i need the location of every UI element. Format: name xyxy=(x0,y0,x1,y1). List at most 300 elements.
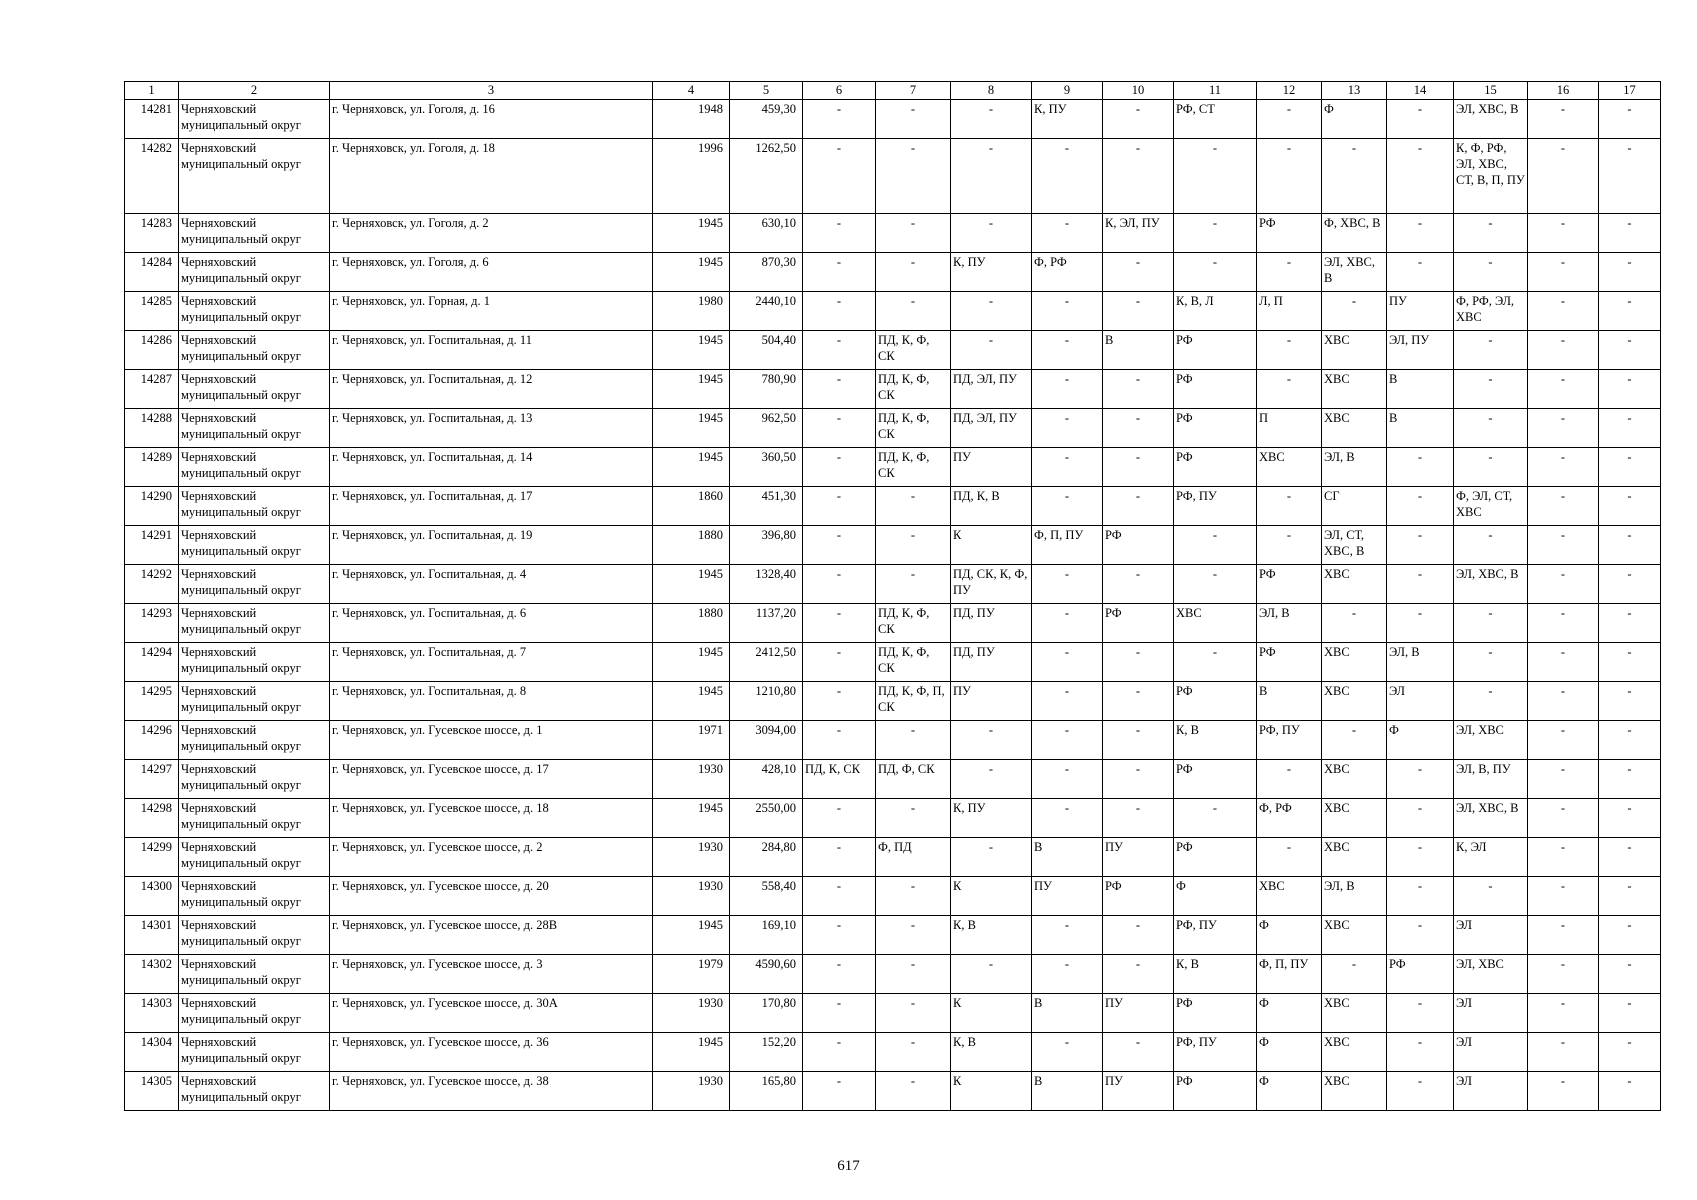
cell-col-4: 1945 xyxy=(653,916,730,955)
cell-col-10: - xyxy=(1103,1033,1174,1072)
cell-col-7: ПД, К, Ф, СК xyxy=(876,448,951,487)
cell-col-5: 780,90 xyxy=(730,370,803,409)
cell-col-7: - xyxy=(876,721,951,760)
cell-col-11: - xyxy=(1174,643,1257,682)
cell-col-17: - xyxy=(1599,100,1661,139)
cell-col-6: - xyxy=(803,643,876,682)
cell-col-1: 14291 xyxy=(125,526,179,565)
cell-col-1: 14282 xyxy=(125,139,179,214)
cell-col-14: ЭЛ xyxy=(1387,682,1454,721)
cell-col-7: - xyxy=(876,877,951,916)
cell-col-15: К, Ф, РФ, ЭЛ, ХВС, СТ, В, П, ПУ xyxy=(1454,139,1528,214)
cell-col-13: СГ xyxy=(1322,487,1387,526)
cell-col-5: 170,80 xyxy=(730,994,803,1033)
cell-col-15: - xyxy=(1454,331,1528,370)
cell-col-9: - xyxy=(1032,682,1103,721)
cell-col-15: ЭЛ xyxy=(1454,1033,1528,1072)
cell-col-4: 1930 xyxy=(653,838,730,877)
cell-col-13: ЭЛ, ХВС, В xyxy=(1322,253,1387,292)
cell-col-10: ПУ xyxy=(1103,994,1174,1033)
cell-col-16: - xyxy=(1528,1033,1599,1072)
cell-col-16: - xyxy=(1528,253,1599,292)
cell-col-8: ПД, ЭЛ, ПУ xyxy=(951,370,1032,409)
cell-col-12: В xyxy=(1257,682,1322,721)
cell-col-14: ПУ xyxy=(1387,292,1454,331)
cell-col-2: Черняховский муниципальный округ xyxy=(179,409,330,448)
table-row xyxy=(125,370,1661,409)
cell-col-16: - xyxy=(1528,682,1599,721)
cell-col-8: - xyxy=(951,760,1032,799)
cell-col-8: - xyxy=(951,292,1032,331)
cell-col-15: - xyxy=(1454,877,1528,916)
column-header-3: 3 xyxy=(330,82,653,100)
cell-col-3: г. Черняховск, ул. Гусевское шоссе, д. 38 xyxy=(330,1072,653,1111)
cell-col-16: - xyxy=(1528,448,1599,487)
cell-col-9: - xyxy=(1032,139,1103,214)
cell-col-3: г. Черняховск, ул. Госпитальная, д. 14 xyxy=(330,448,653,487)
cell-col-7: ПД, К, Ф, П, СК xyxy=(876,682,951,721)
cell-col-7: - xyxy=(876,139,951,214)
cell-col-17: - xyxy=(1599,994,1661,1033)
cell-col-3: г. Черняховск, ул. Горная, д. 1 xyxy=(330,292,653,331)
cell-col-10: - xyxy=(1103,721,1174,760)
cell-col-4: 1945 xyxy=(653,448,730,487)
cell-col-12: - xyxy=(1257,139,1322,214)
cell-col-2: Черняховский муниципальный округ xyxy=(179,139,330,214)
cell-col-10: - xyxy=(1103,487,1174,526)
cell-col-4: 1930 xyxy=(653,877,730,916)
cell-col-5: 870,30 xyxy=(730,253,803,292)
cell-col-15: - xyxy=(1454,526,1528,565)
cell-col-9: - xyxy=(1032,214,1103,253)
cell-col-10: - xyxy=(1103,370,1174,409)
cell-col-13: ХВС xyxy=(1322,565,1387,604)
cell-col-8: К, В xyxy=(951,916,1032,955)
table-row xyxy=(125,1033,1661,1072)
cell-col-12: - xyxy=(1257,253,1322,292)
cell-col-5: 2440,10 xyxy=(730,292,803,331)
cell-col-17: - xyxy=(1599,487,1661,526)
cell-col-12: Ф xyxy=(1257,1033,1322,1072)
cell-col-14: - xyxy=(1387,1072,1454,1111)
cell-col-2: Черняховский муниципальный округ xyxy=(179,292,330,331)
cell-col-14: - xyxy=(1387,877,1454,916)
cell-col-12: - xyxy=(1257,370,1322,409)
cell-col-9: - xyxy=(1032,487,1103,526)
cell-col-4: 1945 xyxy=(653,370,730,409)
cell-col-8: - xyxy=(951,955,1032,994)
cell-col-10: ПУ xyxy=(1103,838,1174,877)
cell-col-3: г. Черняховск, ул. Госпитальная, д. 13 xyxy=(330,409,653,448)
cell-col-17: - xyxy=(1599,370,1661,409)
cell-col-7: Ф, ПД xyxy=(876,838,951,877)
cell-col-7: - xyxy=(876,955,951,994)
cell-col-17: - xyxy=(1599,448,1661,487)
cell-col-13: ХВС xyxy=(1322,1072,1387,1111)
cell-col-7: ПД, К, Ф, СК xyxy=(876,643,951,682)
cell-col-12: П xyxy=(1257,409,1322,448)
cell-col-8: ПУ xyxy=(951,448,1032,487)
cell-col-14: - xyxy=(1387,100,1454,139)
cell-col-12: Ф xyxy=(1257,916,1322,955)
table-row xyxy=(125,604,1661,643)
cell-col-15: Ф, ЭЛ, СТ, ХВС xyxy=(1454,487,1528,526)
cell-col-14: - xyxy=(1387,760,1454,799)
cell-col-1: 14298 xyxy=(125,799,179,838)
cell-col-6: - xyxy=(803,487,876,526)
cell-col-14: ЭЛ, ПУ xyxy=(1387,331,1454,370)
cell-col-7: - xyxy=(876,916,951,955)
cell-col-12: Ф xyxy=(1257,994,1322,1033)
cell-col-13: ХВС xyxy=(1322,1033,1387,1072)
cell-col-9: - xyxy=(1032,448,1103,487)
cell-col-12: Ф, РФ xyxy=(1257,799,1322,838)
cell-col-10: - xyxy=(1103,253,1174,292)
header-row xyxy=(125,82,1661,100)
cell-col-1: 14281 xyxy=(125,100,179,139)
page-number: 617 xyxy=(837,1158,860,1174)
cell-col-9: ПУ xyxy=(1032,877,1103,916)
cell-col-16: - xyxy=(1528,526,1599,565)
cell-col-4: 1945 xyxy=(653,682,730,721)
cell-col-3: г. Черняховск, ул. Госпитальная, д. 8 xyxy=(330,682,653,721)
cell-col-10: РФ xyxy=(1103,526,1174,565)
cell-col-4: 1930 xyxy=(653,1072,730,1111)
cell-col-17: - xyxy=(1599,331,1661,370)
cell-col-11: К, В xyxy=(1174,955,1257,994)
cell-col-14: - xyxy=(1387,526,1454,565)
cell-col-7: - xyxy=(876,253,951,292)
cell-col-1: 14294 xyxy=(125,643,179,682)
cell-col-10: - xyxy=(1103,799,1174,838)
cell-col-6: - xyxy=(803,994,876,1033)
cell-col-6: - xyxy=(803,604,876,643)
cell-col-7: - xyxy=(876,799,951,838)
cell-col-3: г. Черняховск, ул. Госпитальная, д. 17 xyxy=(330,487,653,526)
cell-col-6: - xyxy=(803,838,876,877)
column-header-5: 5 xyxy=(730,82,803,100)
cell-col-17: - xyxy=(1599,409,1661,448)
cell-col-17: - xyxy=(1599,838,1661,877)
cell-col-15: ЭЛ, ХВС, В xyxy=(1454,799,1528,838)
column-header-7: 7 xyxy=(876,82,951,100)
cell-col-12: ЭЛ, В xyxy=(1257,604,1322,643)
cell-col-3: г. Черняховск, ул. Гоголя, д. 2 xyxy=(330,214,653,253)
cell-col-6: - xyxy=(803,214,876,253)
cell-col-10: В xyxy=(1103,331,1174,370)
cell-col-7: ПД, К, Ф, СК xyxy=(876,604,951,643)
cell-col-4: 1996 xyxy=(653,139,730,214)
cell-col-8: - xyxy=(951,331,1032,370)
cell-col-17: - xyxy=(1599,1072,1661,1111)
cell-col-16: - xyxy=(1528,838,1599,877)
cell-col-12: - xyxy=(1257,760,1322,799)
table-row xyxy=(125,139,1661,214)
cell-col-8: К, ПУ xyxy=(951,799,1032,838)
cell-col-15: - xyxy=(1454,370,1528,409)
cell-col-15: ЭЛ xyxy=(1454,1072,1528,1111)
cell-col-8: - xyxy=(951,100,1032,139)
cell-col-11: РФ xyxy=(1174,331,1257,370)
cell-col-17: - xyxy=(1599,955,1661,994)
cell-col-11: Ф xyxy=(1174,877,1257,916)
cell-col-6: - xyxy=(803,721,876,760)
cell-col-17: - xyxy=(1599,526,1661,565)
cell-col-15: - xyxy=(1454,448,1528,487)
cell-col-1: 14300 xyxy=(125,877,179,916)
cell-col-4: 1971 xyxy=(653,721,730,760)
cell-col-4: 1930 xyxy=(653,994,730,1033)
cell-col-12: Л, П xyxy=(1257,292,1322,331)
cell-col-16: - xyxy=(1528,955,1599,994)
cell-col-4: 1945 xyxy=(653,214,730,253)
cell-col-8: К xyxy=(951,526,1032,565)
cell-col-14: - xyxy=(1387,799,1454,838)
cell-col-8: ПД, СК, К, Ф, ПУ xyxy=(951,565,1032,604)
cell-col-14: - xyxy=(1387,487,1454,526)
cell-col-11: РФ, ПУ xyxy=(1174,916,1257,955)
table-row xyxy=(125,565,1661,604)
cell-col-2: Черняховский муниципальный округ xyxy=(179,721,330,760)
cell-col-8: ПД, ПУ xyxy=(951,604,1032,643)
cell-col-15: - xyxy=(1454,682,1528,721)
cell-col-9: - xyxy=(1032,643,1103,682)
cell-col-10: - xyxy=(1103,565,1174,604)
cell-col-11: РФ xyxy=(1174,994,1257,1033)
cell-col-1: 14304 xyxy=(125,1033,179,1072)
cell-col-10: К, ЭЛ, ПУ xyxy=(1103,214,1174,253)
cell-col-7: - xyxy=(876,1033,951,1072)
cell-col-14: - xyxy=(1387,604,1454,643)
cell-col-15: ЭЛ xyxy=(1454,994,1528,1033)
cell-col-2: Черняховский муниципальный округ xyxy=(179,1072,330,1111)
cell-col-14: - xyxy=(1387,838,1454,877)
cell-col-2: Черняховский муниципальный округ xyxy=(179,604,330,643)
cell-col-3: г. Черняховск, ул. Гусевское шоссе, д. 30А xyxy=(330,994,653,1033)
table-row xyxy=(125,682,1661,721)
cell-col-6: - xyxy=(803,1072,876,1111)
column-header-16: 16 xyxy=(1528,82,1599,100)
cell-col-14: - xyxy=(1387,139,1454,214)
cell-col-14: - xyxy=(1387,1033,1454,1072)
table-row xyxy=(125,760,1661,799)
cell-col-5: 1210,80 xyxy=(730,682,803,721)
cell-col-9: - xyxy=(1032,916,1103,955)
cell-col-13: ХВС xyxy=(1322,838,1387,877)
cell-col-5: 630,10 xyxy=(730,214,803,253)
cell-col-5: 165,80 xyxy=(730,1072,803,1111)
table-header xyxy=(125,82,1661,100)
cell-col-5: 428,10 xyxy=(730,760,803,799)
cell-col-3: г. Черняховск, ул. Гоголя, д. 16 xyxy=(330,100,653,139)
cell-col-13: - xyxy=(1322,139,1387,214)
cell-col-13: ЭЛ, В xyxy=(1322,448,1387,487)
cell-col-4: 1979 xyxy=(653,955,730,994)
cell-col-2: Черняховский муниципальный округ xyxy=(179,994,330,1033)
column-header-13: 13 xyxy=(1322,82,1387,100)
cell-col-13: ХВС xyxy=(1322,643,1387,682)
cell-col-7: - xyxy=(876,565,951,604)
cell-col-9: В xyxy=(1032,994,1103,1033)
cell-col-13: ХВС xyxy=(1322,409,1387,448)
cell-col-17: - xyxy=(1599,1033,1661,1072)
cell-col-12: Ф, П, ПУ xyxy=(1257,955,1322,994)
cell-col-17: - xyxy=(1599,604,1661,643)
cell-col-8: К xyxy=(951,877,1032,916)
cell-col-3: г. Черняховск, ул. Гусевское шоссе, д. 36 xyxy=(330,1033,653,1072)
table-row xyxy=(125,721,1661,760)
cell-col-17: - xyxy=(1599,214,1661,253)
cell-col-4: 1948 xyxy=(653,100,730,139)
cell-col-5: 2550,00 xyxy=(730,799,803,838)
cell-col-11: РФ xyxy=(1174,1072,1257,1111)
cell-col-16: - xyxy=(1528,565,1599,604)
cell-col-16: - xyxy=(1528,100,1599,139)
cell-col-3: г. Черняховск, ул. Госпитальная, д. 4 xyxy=(330,565,653,604)
cell-col-17: - xyxy=(1599,253,1661,292)
cell-col-6: - xyxy=(803,409,876,448)
cell-col-1: 14295 xyxy=(125,682,179,721)
cell-col-11: РФ xyxy=(1174,760,1257,799)
cell-col-16: - xyxy=(1528,994,1599,1033)
cell-col-10: РФ xyxy=(1103,604,1174,643)
cell-col-9: - xyxy=(1032,955,1103,994)
cell-col-2: Черняховский муниципальный округ xyxy=(179,1033,330,1072)
cell-col-4: 1945 xyxy=(653,643,730,682)
cell-col-14: Ф xyxy=(1387,721,1454,760)
cell-col-3: г. Черняховск, ул. Госпитальная, д. 11 xyxy=(330,331,653,370)
cell-col-3: г. Черняховск, ул. Гусевское шоссе, д. 3 xyxy=(330,955,653,994)
cell-col-14: - xyxy=(1387,916,1454,955)
cell-col-17: - xyxy=(1599,643,1661,682)
cell-col-13: ЭЛ, СТ, ХВС, В xyxy=(1322,526,1387,565)
cell-col-2: Черняховский муниципальный округ xyxy=(179,838,330,877)
cell-col-17: - xyxy=(1599,139,1661,214)
cell-col-6: - xyxy=(803,565,876,604)
cell-col-13: ХВС xyxy=(1322,994,1387,1033)
cell-col-6: - xyxy=(803,448,876,487)
cell-col-15: - xyxy=(1454,409,1528,448)
column-header-9: 9 xyxy=(1032,82,1103,100)
cell-col-5: 396,80 xyxy=(730,526,803,565)
cell-col-12: - xyxy=(1257,100,1322,139)
cell-col-10: - xyxy=(1103,292,1174,331)
column-header-4: 4 xyxy=(653,82,730,100)
cell-col-15: Ф, РФ, ЭЛ, ХВС xyxy=(1454,292,1528,331)
cell-col-15: ЭЛ, ХВС, В xyxy=(1454,100,1528,139)
table-row xyxy=(125,214,1661,253)
cell-col-7: - xyxy=(876,100,951,139)
column-header-11: 11 xyxy=(1174,82,1257,100)
cell-col-15: ЭЛ, ХВС, В xyxy=(1454,565,1528,604)
cell-col-12: Ф xyxy=(1257,1072,1322,1111)
cell-col-1: 14301 xyxy=(125,916,179,955)
cell-col-9: В xyxy=(1032,1072,1103,1111)
cell-col-9: - xyxy=(1032,1033,1103,1072)
cell-col-11: - xyxy=(1174,139,1257,214)
table-row xyxy=(125,292,1661,331)
cell-col-13: ХВС xyxy=(1322,682,1387,721)
cell-col-9: Ф, РФ xyxy=(1032,253,1103,292)
table-row xyxy=(125,409,1661,448)
cell-col-2: Черняховский муниципальный округ xyxy=(179,253,330,292)
housing-register-table xyxy=(124,81,1661,1111)
cell-col-16: - xyxy=(1528,916,1599,955)
cell-col-6: - xyxy=(803,331,876,370)
table-row xyxy=(125,526,1661,565)
cell-col-17: - xyxy=(1599,292,1661,331)
cell-col-2: Черняховский муниципальный округ xyxy=(179,682,330,721)
cell-col-14: В xyxy=(1387,409,1454,448)
column-header-1: 1 xyxy=(125,82,179,100)
table-row xyxy=(125,955,1661,994)
cell-col-11: ХВС xyxy=(1174,604,1257,643)
table-row xyxy=(125,838,1661,877)
cell-col-13: - xyxy=(1322,955,1387,994)
cell-col-2: Черняховский муниципальный округ xyxy=(179,877,330,916)
cell-col-6: - xyxy=(803,139,876,214)
cell-col-4: 1880 xyxy=(653,526,730,565)
cell-col-2: Черняховский муниципальный округ xyxy=(179,331,330,370)
cell-col-5: 2412,50 xyxy=(730,643,803,682)
cell-col-11: - xyxy=(1174,526,1257,565)
cell-col-9: - xyxy=(1032,565,1103,604)
cell-col-2: Черняховский муниципальный округ xyxy=(179,214,330,253)
cell-col-1: 14303 xyxy=(125,994,179,1033)
cell-col-15: ЭЛ, ХВС xyxy=(1454,721,1528,760)
cell-col-13: ХВС xyxy=(1322,760,1387,799)
cell-col-8: - xyxy=(951,838,1032,877)
cell-col-7: - xyxy=(876,1072,951,1111)
cell-col-9: - xyxy=(1032,370,1103,409)
cell-col-11: РФ xyxy=(1174,370,1257,409)
cell-col-3: г. Черняховск, ул. Госпитальная, д. 6 xyxy=(330,604,653,643)
cell-col-4: 1945 xyxy=(653,331,730,370)
cell-col-7: - xyxy=(876,487,951,526)
cell-col-2: Черняховский муниципальный округ xyxy=(179,565,330,604)
cell-col-12: РФ xyxy=(1257,643,1322,682)
cell-col-4: 1945 xyxy=(653,1033,730,1072)
cell-col-1: 14292 xyxy=(125,565,179,604)
cell-col-6: - xyxy=(803,370,876,409)
cell-col-9: - xyxy=(1032,721,1103,760)
cell-col-1: 14283 xyxy=(125,214,179,253)
cell-col-14: - xyxy=(1387,994,1454,1033)
cell-col-5: 558,40 xyxy=(730,877,803,916)
table-row xyxy=(125,331,1661,370)
cell-col-1: 14296 xyxy=(125,721,179,760)
table-row xyxy=(125,877,1661,916)
cell-col-17: - xyxy=(1599,760,1661,799)
cell-col-5: 152,20 xyxy=(730,1033,803,1072)
cell-col-14: РФ xyxy=(1387,955,1454,994)
cell-col-16: - xyxy=(1528,370,1599,409)
cell-col-9: - xyxy=(1032,292,1103,331)
cell-col-5: 4590,60 xyxy=(730,955,803,994)
cell-col-5: 284,80 xyxy=(730,838,803,877)
cell-col-8: К, ПУ xyxy=(951,253,1032,292)
cell-col-1: 14305 xyxy=(125,1072,179,1111)
table-row xyxy=(125,799,1661,838)
cell-col-11: - xyxy=(1174,253,1257,292)
cell-col-8: - xyxy=(951,214,1032,253)
cell-col-2: Черняховский муниципальный округ xyxy=(179,370,330,409)
cell-col-6: - xyxy=(803,877,876,916)
cell-col-5: 451,30 xyxy=(730,487,803,526)
cell-col-6: - xyxy=(803,916,876,955)
cell-col-10: ПУ xyxy=(1103,1072,1174,1111)
cell-col-12: - xyxy=(1257,331,1322,370)
